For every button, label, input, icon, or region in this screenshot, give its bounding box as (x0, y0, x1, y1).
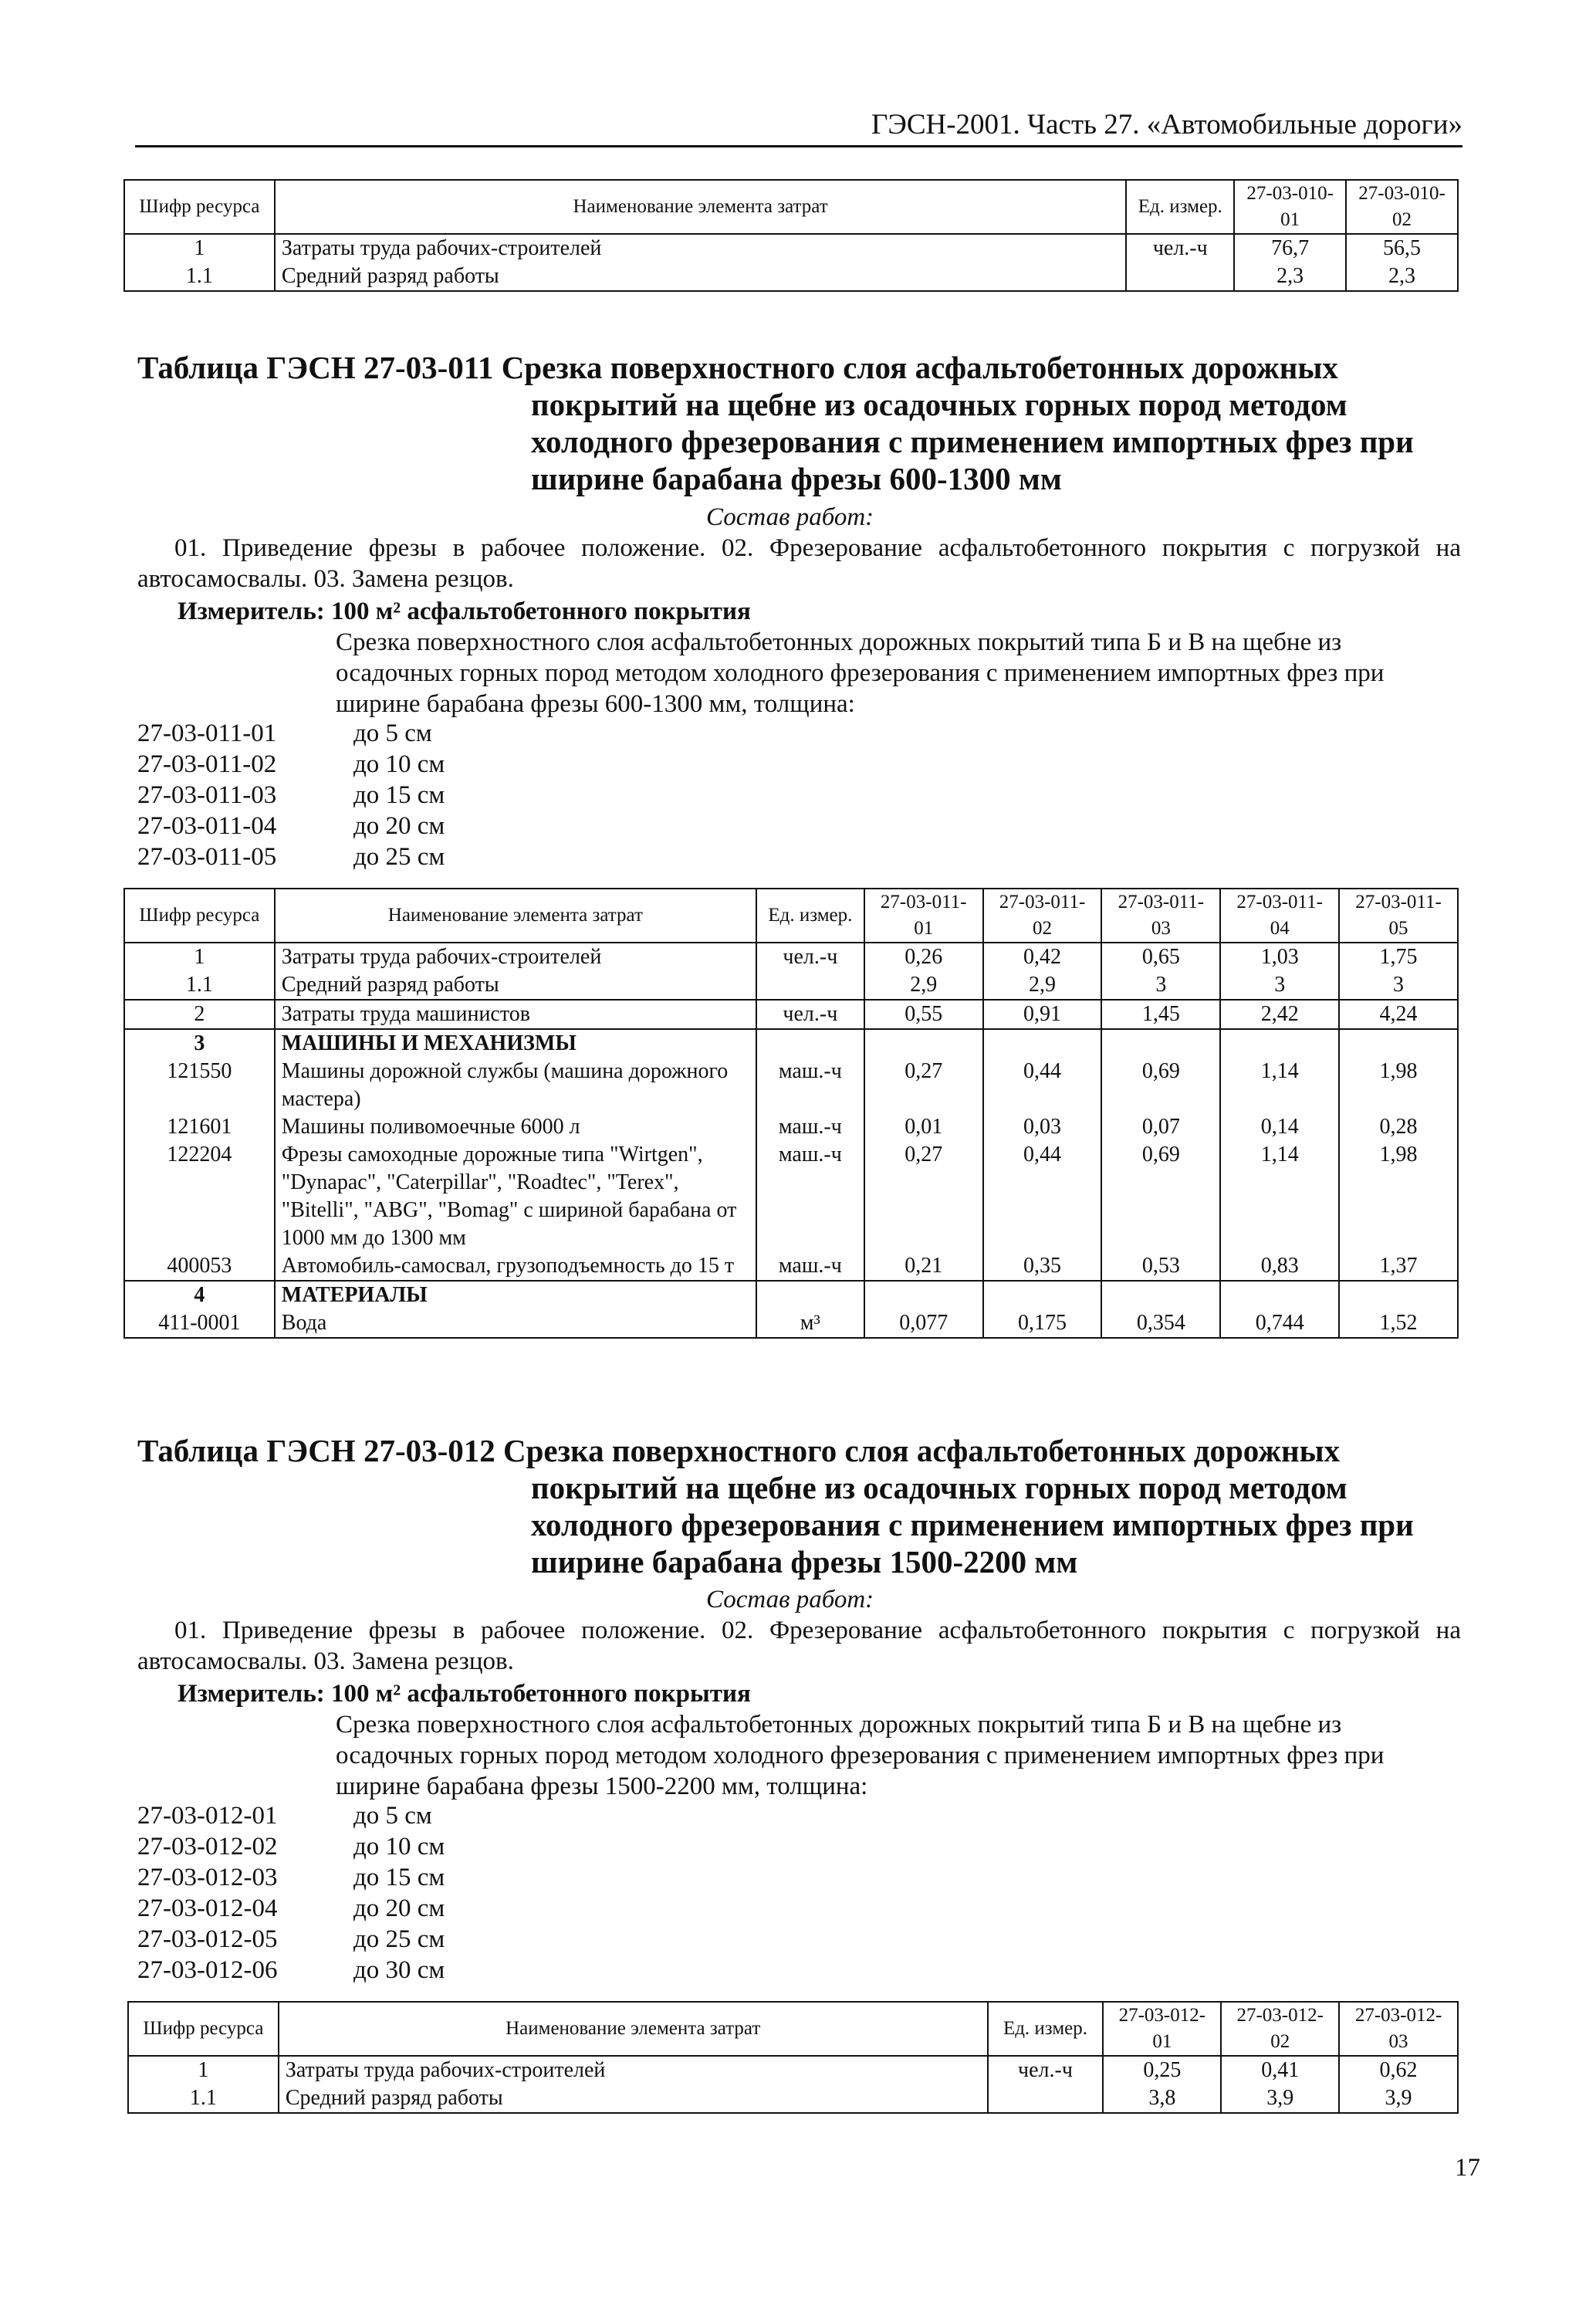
cell (983, 1029, 1102, 1058)
cell: 1 (124, 234, 275, 262)
cell: 3 (1220, 971, 1339, 1000)
table-row (124, 943, 1458, 971)
cell (864, 1281, 983, 1309)
cell (756, 1029, 864, 1058)
cell: 0,55 (864, 1000, 983, 1029)
code: 27-03-011-05 (137, 843, 277, 871)
cell (1101, 1281, 1220, 1309)
cell: 76,7 (1234, 234, 1346, 262)
cell: 121550 (124, 1058, 275, 1113)
table-row (124, 1309, 1458, 1338)
cell: 1.1 (124, 262, 275, 291)
cell: 0,744 (1220, 1309, 1339, 1338)
cell: маш.-ч (756, 1141, 864, 1252)
cell: маш.-ч (756, 1113, 864, 1141)
cell: Автомобиль-самосвал, грузоподъемность до 15 т (275, 1252, 756, 1281)
cell: 0,41 (1221, 2056, 1339, 2084)
table-27-03-010 (123, 179, 1459, 292)
cell: 1,45 (1101, 1000, 1220, 1029)
code-label: до 5 см (353, 720, 432, 747)
cell: чел.-ч (988, 2056, 1104, 2084)
cell: 122204 (124, 1141, 275, 1252)
cell: 0,44 (983, 1141, 1102, 1252)
cell (864, 1029, 983, 1058)
cell: 121601 (124, 1113, 275, 1141)
cell: 1 (128, 2056, 279, 2084)
cell: 0,53 (1101, 1252, 1220, 1281)
col-header: 27-03-010-01 (1234, 180, 1346, 234)
cell: 1,98 (1339, 1141, 1458, 1252)
cell: 1,75 (1339, 943, 1458, 971)
cell: 4 (124, 1281, 275, 1309)
code-label: до 10 см (353, 750, 445, 778)
code: 27-03-012-06 (137, 1956, 278, 1984)
col-header: Шифр ресурса (124, 889, 275, 943)
cell: 0,26 (864, 943, 983, 971)
code-label: до 10 см (353, 1833, 445, 1861)
cell: 1.1 (128, 2084, 279, 2113)
col-header: Ед. измер. (988, 2002, 1104, 2056)
cell (1220, 1281, 1339, 1309)
composition-text (137, 1615, 1461, 1677)
col-header: 27-03-011-05 (1339, 889, 1458, 943)
table-row (124, 1281, 1458, 1309)
table-header-row (124, 889, 1458, 943)
list-item (137, 1862, 445, 1893)
col-header: 27-03-011-03 (1101, 889, 1220, 943)
col-header: Шифр ресурса (124, 180, 275, 234)
table-row (124, 262, 1458, 291)
table-row (124, 1141, 1458, 1252)
list-item (137, 718, 445, 749)
cell: маш.-ч (756, 1252, 864, 1281)
col-header: 27-03-011-04 (1220, 889, 1339, 943)
title-line: покрытий на щебне из осадочных горных пород методом холодного фрезерования с применением импортных фрез при ширине барабана фрезы 600-1300 мм (531, 387, 1414, 496)
cell: 3,9 (1221, 2084, 1339, 2113)
cell: 2 (124, 1000, 275, 1029)
table-row (124, 1252, 1458, 1281)
code-label: до 15 см (353, 1864, 445, 1891)
cell: 3,9 (1339, 2084, 1458, 2113)
cell: 0,27 (864, 1058, 983, 1113)
title-line: Таблица ГЭСН 27-03-012 Срезка поверхностного слоя асфальтобетонных дорожных (137, 1433, 1341, 1468)
cell: 1,52 (1339, 1309, 1458, 1338)
col-header: 27-03-010-02 (1346, 180, 1458, 234)
table-row (124, 971, 1458, 1000)
cell (1126, 262, 1234, 291)
code: 27-03-012-05 (137, 1925, 278, 1953)
code: 27-03-012-01 (137, 1802, 278, 1830)
col-header: 27-03-012-01 (1103, 2002, 1221, 2056)
cell: 0,354 (1101, 1309, 1220, 1338)
cell: 0,03 (983, 1113, 1102, 1141)
code-label: до 5 см (353, 1802, 432, 1830)
cell: маш.-ч (756, 1058, 864, 1113)
cell (756, 1281, 864, 1309)
cell: Машины поливомоечные 6000 л (275, 1113, 756, 1141)
cell (1101, 1029, 1220, 1058)
list-item (137, 841, 445, 872)
code-label: до 20 см (353, 812, 445, 840)
title-line: Таблица ГЭСН 27-03-011 Срезка поверхностного слоя асфальтобетонных дорожных (137, 350, 1338, 385)
cell (983, 1281, 1102, 1309)
composition-label: Состав работ: (706, 1586, 874, 1613)
cell: 1,14 (1220, 1141, 1339, 1252)
cell: 0,25 (1103, 2056, 1221, 2084)
cell: 2,9 (983, 971, 1102, 1000)
cell: Вода (275, 1309, 756, 1338)
cell: Машины дорожной службы (машина дорожного мастера) (275, 1058, 756, 1113)
table-row (124, 1058, 1458, 1113)
table-title-011 (137, 349, 1465, 497)
cell: Затраты труда рабочих-строителей (275, 234, 1126, 262)
cell: Фрезы самоходные дорожные типа "Wirtgen", "Dynapac", "Caterpillar", "Roadtec", "Terex", "Bitelli", "ABG", "Bomag" с шириной барабана от 1000 мм до 1300 мм (275, 1141, 756, 1252)
code-label: до 20 см (353, 1894, 445, 1922)
table-row (128, 2084, 1458, 2113)
cell: 0,91 (983, 1000, 1102, 1029)
cell: чел.-ч (756, 1000, 864, 1029)
cell: 0,69 (1101, 1058, 1220, 1113)
code-label: до 15 см (353, 781, 445, 809)
cell: 0,62 (1339, 2056, 1458, 2084)
cell: 0,42 (983, 943, 1102, 971)
cell: м³ (756, 1309, 864, 1338)
list-item (137, 811, 445, 841)
list-item (137, 1893, 445, 1924)
cell: 400053 (124, 1252, 275, 1281)
meter-line: Измеритель: 100 м² асфальтобетонного покрытия (178, 1680, 751, 1708)
table-title-012 (137, 1432, 1465, 1580)
table-27-03-012 (127, 2001, 1459, 2114)
cell: 0,175 (983, 1309, 1102, 1338)
cell (1339, 1029, 1458, 1058)
col-header: 27-03-011-02 (983, 889, 1102, 943)
list-item (137, 749, 445, 780)
code-label: до 30 см (353, 1956, 445, 1984)
cell: Средний разряд работы (279, 2084, 988, 2113)
table-27-03-011 (123, 888, 1459, 1339)
cell: Затраты труда рабочих-строителей (275, 943, 756, 971)
col-header: 27-03-012-02 (1221, 2002, 1339, 2056)
cell: 3 (124, 1029, 275, 1058)
meter-line: Измеритель: 100 м² асфальтобетонного покрытия (178, 598, 751, 625)
cell: 1.1 (124, 971, 275, 1000)
work-description: Срезка поверхностного слоя асфальтобетонных дорожных покрытий типа Б и В на щебне из осадочных горных пород методом холодного фрезерования с применением импортных фрез при ширине барабана фрезы 600-1300 мм, толщина: (336, 628, 1385, 718)
running-header: ГЭСН-2001. Часть 27. «Автомобильные дороги» (135, 108, 1462, 147)
cell: 0,35 (983, 1252, 1102, 1281)
cell: 0,28 (1339, 1113, 1458, 1141)
code: 27-03-012-02 (137, 1833, 278, 1861)
list-item (137, 1955, 445, 1986)
cell (1220, 1029, 1339, 1058)
col-header: Шифр ресурса (128, 2002, 279, 2056)
cell: 1,37 (1339, 1252, 1458, 1281)
cell (1339, 1281, 1458, 1309)
cell: чел.-ч (756, 943, 864, 971)
cell: 0,077 (864, 1309, 983, 1338)
cell: Затраты труда рабочих-строителей (279, 2056, 988, 2084)
code-list-012 (137, 1800, 445, 1986)
cell: 2,42 (1220, 1000, 1339, 1029)
page-number: 17 (1455, 2154, 1480, 2182)
col-header: Наименование элемента затрат (275, 889, 756, 943)
list-item (137, 1831, 445, 1862)
cell: 0,27 (864, 1141, 983, 1252)
code: 27-03-011-03 (137, 781, 277, 809)
cell: 1 (124, 943, 275, 971)
cell: 0,69 (1101, 1141, 1220, 1252)
cell: 3 (1101, 971, 1220, 1000)
col-header: Наименование элемента затрат (279, 2002, 988, 2056)
code: 27-03-011-04 (137, 812, 277, 840)
cell: 0,83 (1220, 1252, 1339, 1281)
cell: 411-0001 (124, 1309, 275, 1338)
table-header-row (124, 180, 1458, 234)
cell: 0,01 (864, 1113, 983, 1141)
table-row (124, 234, 1458, 262)
list-item (137, 1800, 445, 1831)
code: 27-03-011-02 (137, 750, 277, 778)
cell: 0,14 (1220, 1113, 1339, 1141)
cell: 2,9 (864, 971, 983, 1000)
cell: Затраты труда машинистов (275, 1000, 756, 1029)
table-row (124, 1113, 1458, 1141)
col-header: 27-03-012-03 (1339, 2002, 1458, 2056)
cell (988, 2084, 1104, 2113)
list-item (137, 780, 445, 811)
table-row (128, 2056, 1458, 2084)
cell: 3 (1339, 971, 1458, 1000)
cell (756, 971, 864, 1000)
composition-label: Состав работ: (706, 503, 874, 531)
composition-text (137, 533, 1461, 594)
code: 27-03-012-03 (137, 1864, 278, 1891)
code-label: до 25 см (353, 843, 445, 871)
cell: 1,98 (1339, 1058, 1458, 1113)
cell: 2,3 (1234, 262, 1346, 291)
cell: Средний разряд работы (275, 971, 756, 1000)
cell: 2,3 (1346, 262, 1458, 291)
cell: 0,07 (1101, 1113, 1220, 1141)
cell: чел.-ч (1126, 234, 1234, 262)
title-line: покрытий на щебне из осадочных горных пород методом холодного фрезерования с применением импортных фрез при ширине барабана фрезы 1500-2200 мм (531, 1470, 1414, 1580)
work-description: Срезка поверхностного слоя асфальтобетонных дорожных покрытий типа Б и В на щебне из осадочных горных пород методом холодного фрезерования с применением импортных фрез при ширине барабана фрезы 1500-2200 мм, толщина: (336, 1711, 1385, 1800)
composition-text-span: 01. Приведение фрезы в рабочее положение. 02. Фрезерование асфальтобетонного покрытия с погрузкой на автосамосвалы. 03. Замена резцов. (137, 534, 1461, 593)
code-list-011 (137, 718, 445, 872)
table-header-row (128, 2002, 1458, 2056)
cell: Средний разряд работы (275, 262, 1126, 291)
cell: 56,5 (1346, 234, 1458, 262)
col-header: Ед. измер. (1126, 180, 1234, 234)
cell: 4,24 (1339, 1000, 1458, 1029)
code-label: до 25 см (353, 1925, 445, 1953)
cell: 0,21 (864, 1252, 983, 1281)
composition-text-span: 01. Приведение фрезы в рабочее положение. 02. Фрезерование асфальтобетонного покрытия с погрузкой на автосамосвалы. 03. Замена резцов. (137, 1617, 1461, 1675)
cell: 1,14 (1220, 1058, 1339, 1113)
cell: 0,44 (983, 1058, 1102, 1113)
code: 27-03-012-04 (137, 1894, 278, 1922)
cell: МАШИНЫ И МЕХАНИЗМЫ (275, 1029, 756, 1058)
table-row (124, 1029, 1458, 1058)
col-header: 27-03-011-01 (864, 889, 983, 943)
code: 27-03-011-01 (137, 720, 277, 747)
cell: 1,03 (1220, 943, 1339, 971)
table-row (124, 1000, 1458, 1029)
col-header: Ед. измер. (756, 889, 864, 943)
col-header: Наименование элемента затрат (275, 180, 1126, 234)
cell: 3,8 (1103, 2084, 1221, 2113)
cell: МАТЕРИАЛЫ (275, 1281, 756, 1309)
cell: 0,65 (1101, 943, 1220, 971)
list-item (137, 1924, 445, 1955)
